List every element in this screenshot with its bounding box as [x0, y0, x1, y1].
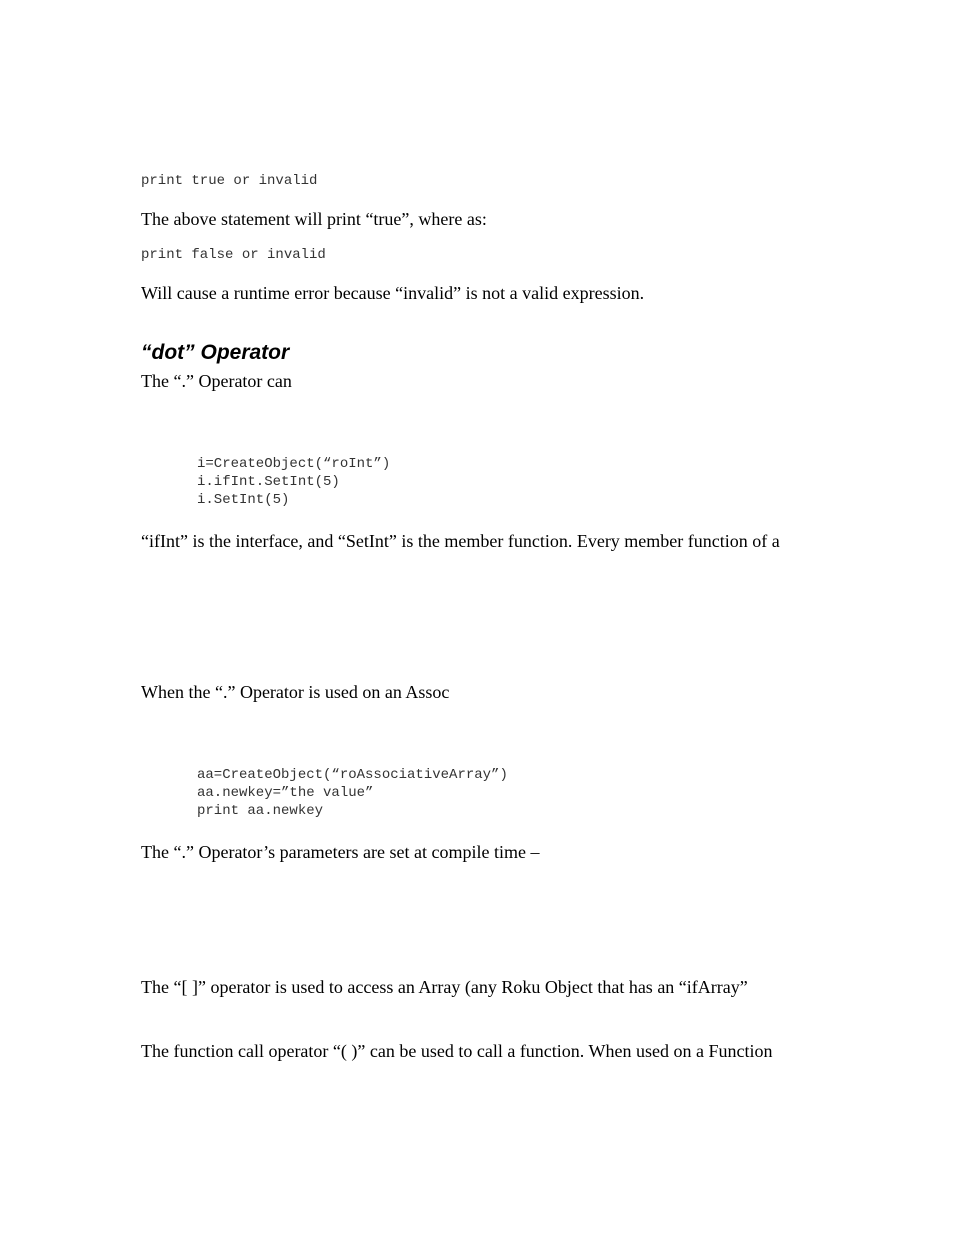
paragraph-array-operator: The “[ ]” operator is used to access an Array (any Roku Object that has an “ifArray”	[141, 977, 748, 997]
paragraph-print-true-result: The above statement will print “true”, where as:	[141, 209, 487, 229]
paragraph-compile-time: The “.” Operator’s parameters are set at compile time –	[141, 842, 540, 862]
code-line-create-assoc-array: aa=CreateObject(“roAssociativeArray”)	[197, 767, 508, 783]
code-line-setint: i.SetInt(5)	[197, 492, 290, 508]
paragraph-runtime-error: Will cause a runtime error because “invalid” is not a valid expression.	[141, 283, 645, 303]
paragraph-dot-assoc: When the “.” Operator is used on an Assoc	[141, 682, 450, 702]
code-line-newkey-assign: aa.newkey=”the value”	[197, 785, 374, 801]
paragraph-dot-operator-intro: The “.” Operator can	[141, 371, 292, 391]
code-line-ifint-setint: i.ifInt.SetInt(5)	[197, 474, 340, 490]
code-line-print-true: print true or invalid	[141, 173, 318, 189]
section-heading-dot-operator: “dot” Operator	[141, 341, 290, 364]
code-line-create-roint: i=CreateObject(“roInt”)	[197, 456, 391, 472]
code-line-print-newkey: print aa.newkey	[197, 803, 324, 819]
paragraph-ifint-interface: “ifInt” is the interface, and “SetInt” is the member function. Every member function of a	[141, 531, 780, 551]
paragraph-function-call-operator: The function call operator “( )” can be used to call a function. When used on a Function	[141, 1041, 773, 1061]
code-line-print-false: print false or invalid	[141, 247, 326, 263]
